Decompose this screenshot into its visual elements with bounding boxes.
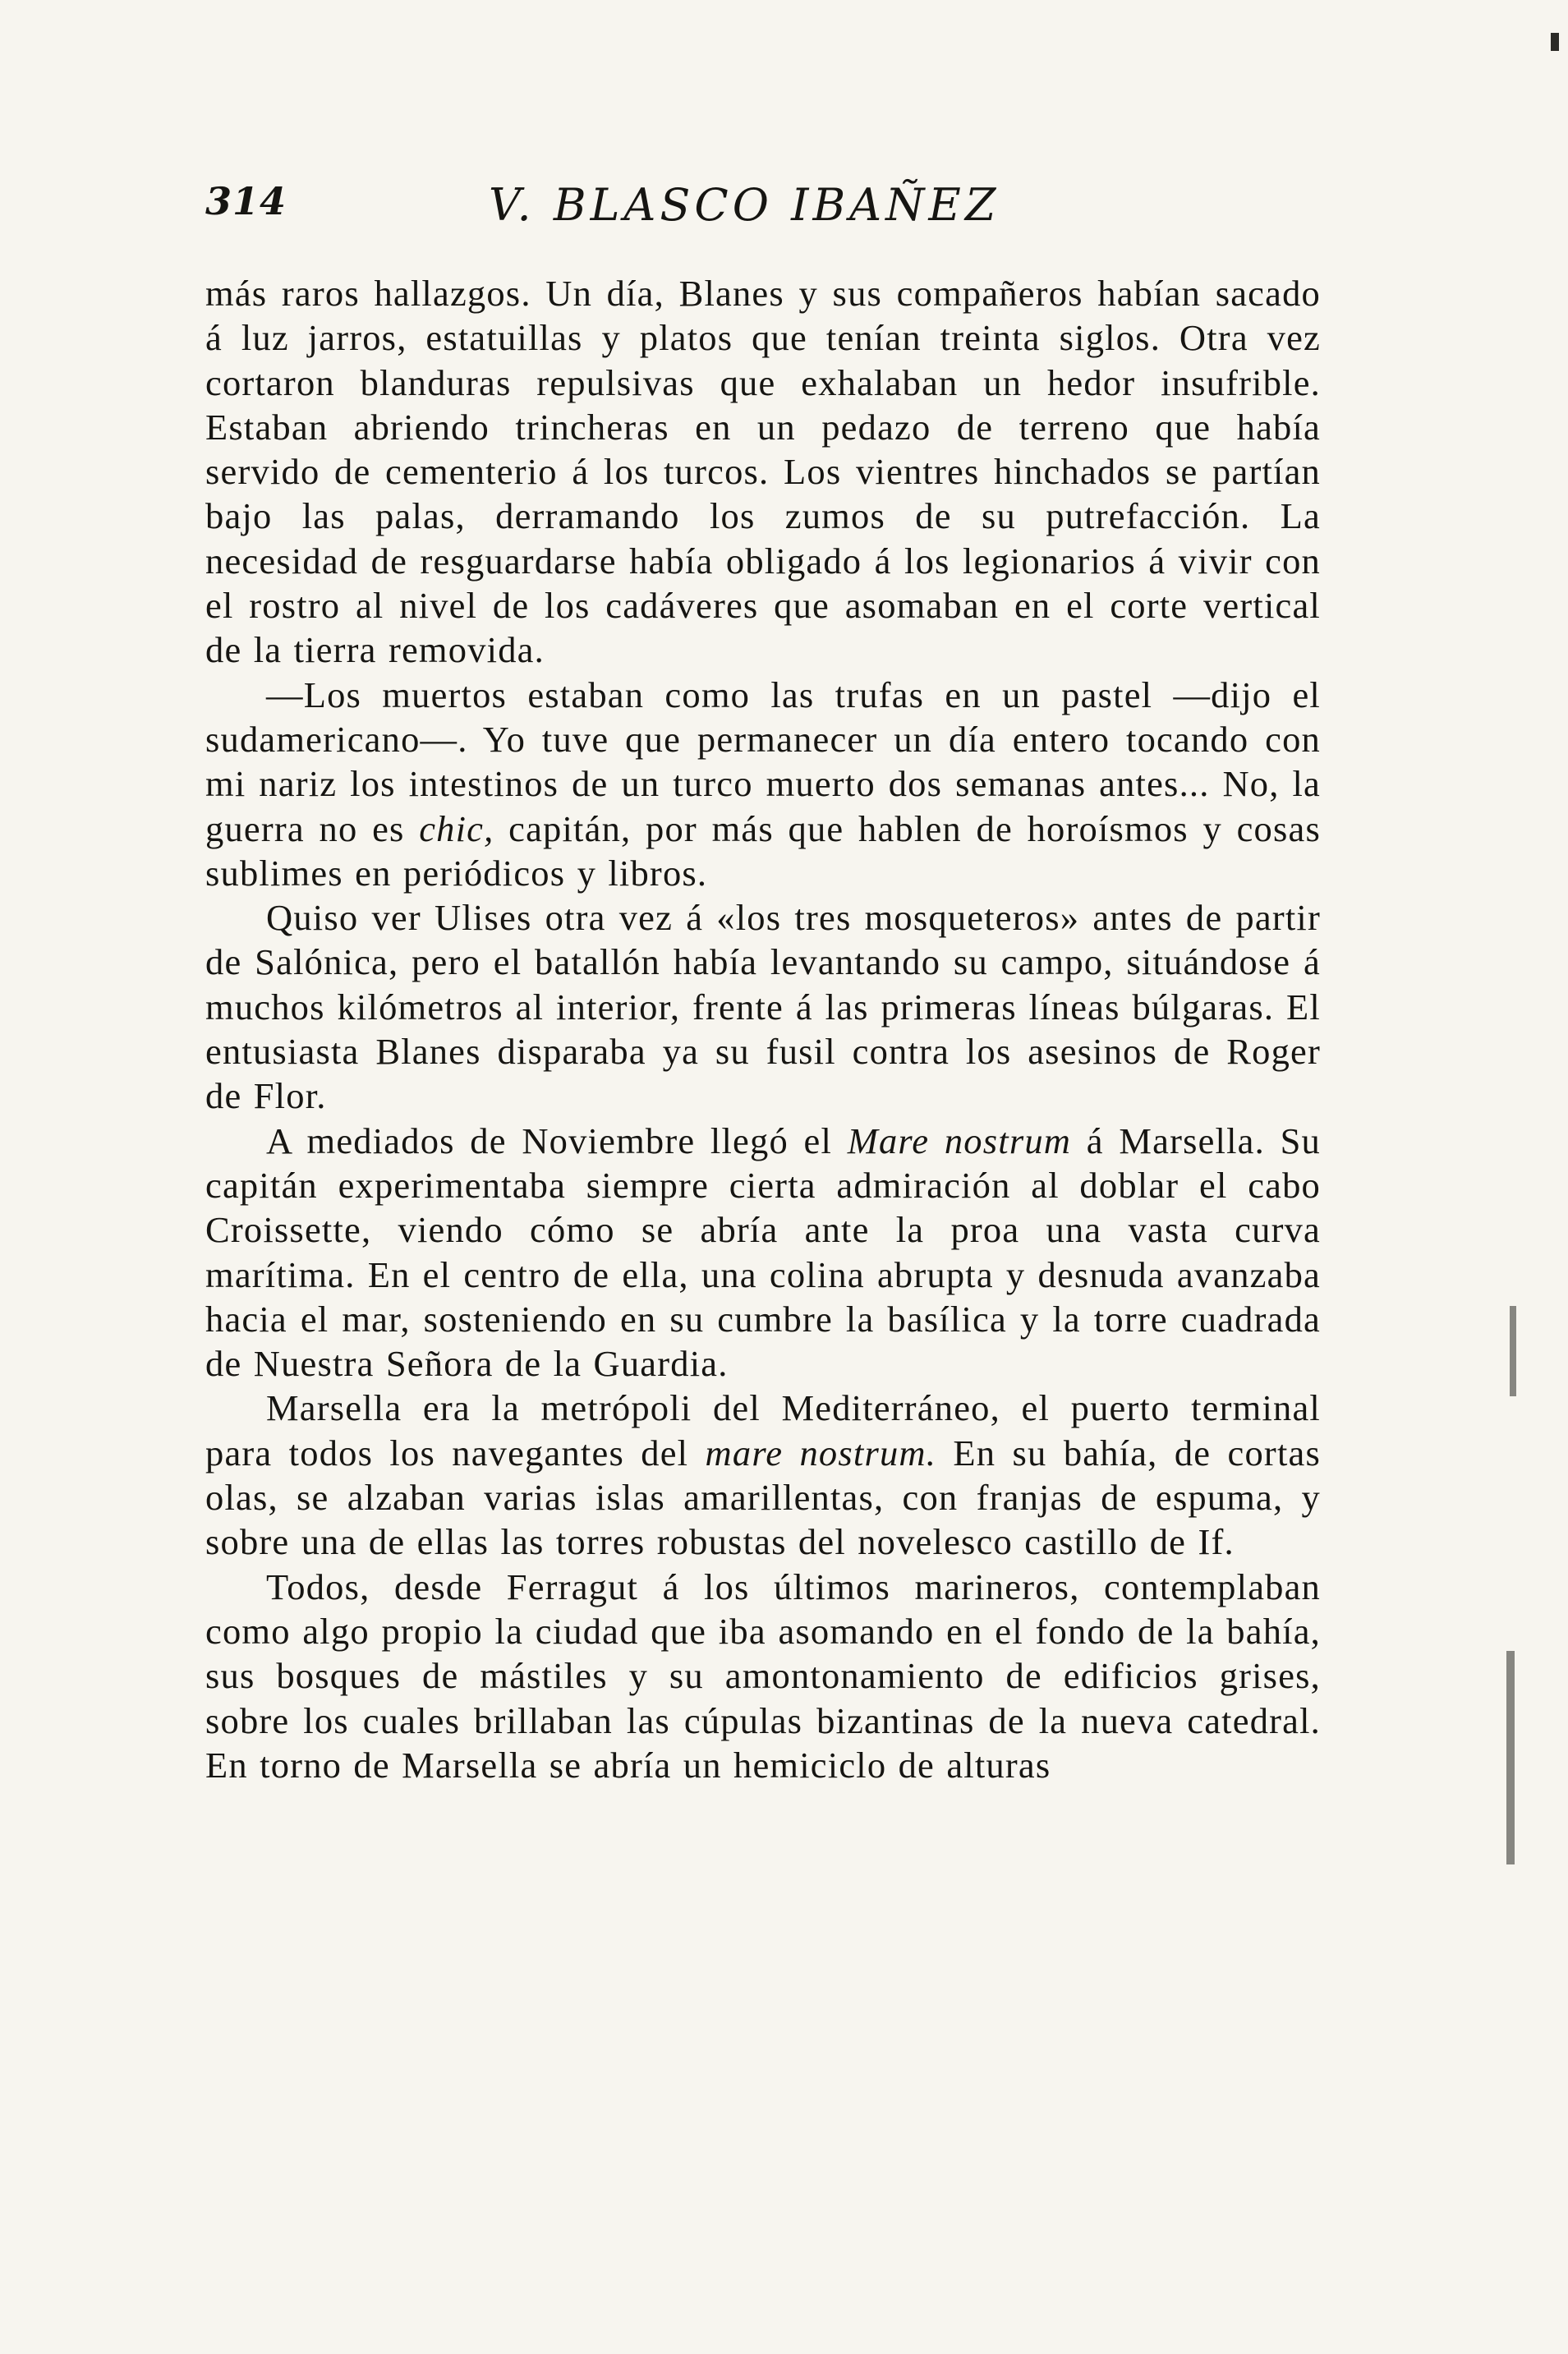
- paragraph: [205, 1119, 1321, 1386]
- scan-artifact-mid: [1510, 1306, 1516, 1396]
- running-title: V. BLASCO IBAÑEZ: [489, 179, 1000, 231]
- paragraph-text: á Marsella. Su capitán experimentaba siempre cierta admiración al doblar el cabo Croissette, viendo cómo se abría ante la proa una vasta curva marítima. En el centro de ella, una colina abrupta y desnuda avanzaba hacia el mar, sosteniendo en su cumbre la basílica y la torre cuadrada de Nuestra Señora de la Guardia.: [205, 1120, 1321, 1385]
- scan-artifact-top: [1551, 33, 1559, 51]
- paragraph-text: A mediados de Noviembre llegó el: [266, 1120, 848, 1161]
- paragraph-text: Marsella era la metrópoli del Mediterráneo, el puerto terminal para todos los navegantes del: [205, 1387, 1321, 1474]
- paragraph-text: —Los muertos estaban como las trufas en un pastel —dijo el sudamericano—. Yo tuve que permanecer un día entero tocando con mi nariz los intestinos de un turco muerto dos semanas antes... No, la guerra no es: [205, 674, 1321, 849]
- paragraph-text: En su bahía, de cortas olas, se alzaban varias islas amarillentas, con franjas de espuma, y sobre una de ellas las torres robustas del novelesco castillo de If.: [205, 1432, 1321, 1563]
- paragraph: [205, 271, 1321, 673]
- page-number: 314: [205, 179, 287, 223]
- body-text: [205, 271, 1321, 1787]
- paragraph: [205, 895, 1321, 1118]
- italic-phrase: mare nostrum.: [705, 1432, 937, 1474]
- ship-name: Mare nostrum: [847, 1120, 1072, 1161]
- paragraph-text: capitán, por más que hablen de horoísmos y cosas sublimes en periódicos y libros.: [205, 807, 1321, 894]
- italic-word: chic,: [419, 807, 494, 849]
- paragraph: [205, 1565, 1321, 1787]
- paragraph: [205, 1386, 1321, 1564]
- paragraph-text: Todos, desde Ferragut á los últimos marineros, contemplaban como algo propio la ciudad que iba asomando en el fondo de la bahía, sus bosques de mástiles y su amontonamiento de edificios grises, sobre los cuales brillaban las cúpulas bizantinas de la nueva catedral. En torno de Marsella se abría un hemiciclo de alturas: [205, 1566, 1321, 1786]
- paragraph-text: más raros hallazgos. Un día, Blanes y sus compañeros habían sacado á luz jarros, estatuillas y platos que tenían treinta siglos. Otra vez cortaron blanduras repulsivas que exhalaban un hedor insufrible. Estaban abriendo trincheras en un pedazo de terreno que había servido de cementerio á los turcos. Los vientres hinchados se partían bajo las palas, derramando los zumos de su putrefacción. La necesidad de resguardarse había obligado á los legionarios á vivir con el rostro al nivel de los cadáveres que asomaban en el corte vertical de la tierra removida.: [205, 273, 1321, 671]
- scan-artifact-lower: [1506, 1651, 1515, 1864]
- paragraph: [205, 673, 1321, 895]
- paragraph-text: Quiso ver Ulises otra vez á «los tres mosqueteros» antes de partir de Salónica, pero el batallón había levantando su campo, situándose á muchos kilómetros al interior, frente á las primeras líneas búlgaras. El entusiasta Blanes disparaba ya su fusil contra los asesinos de Roger de Flor.: [205, 897, 1321, 1117]
- page-header: [205, 179, 1372, 237]
